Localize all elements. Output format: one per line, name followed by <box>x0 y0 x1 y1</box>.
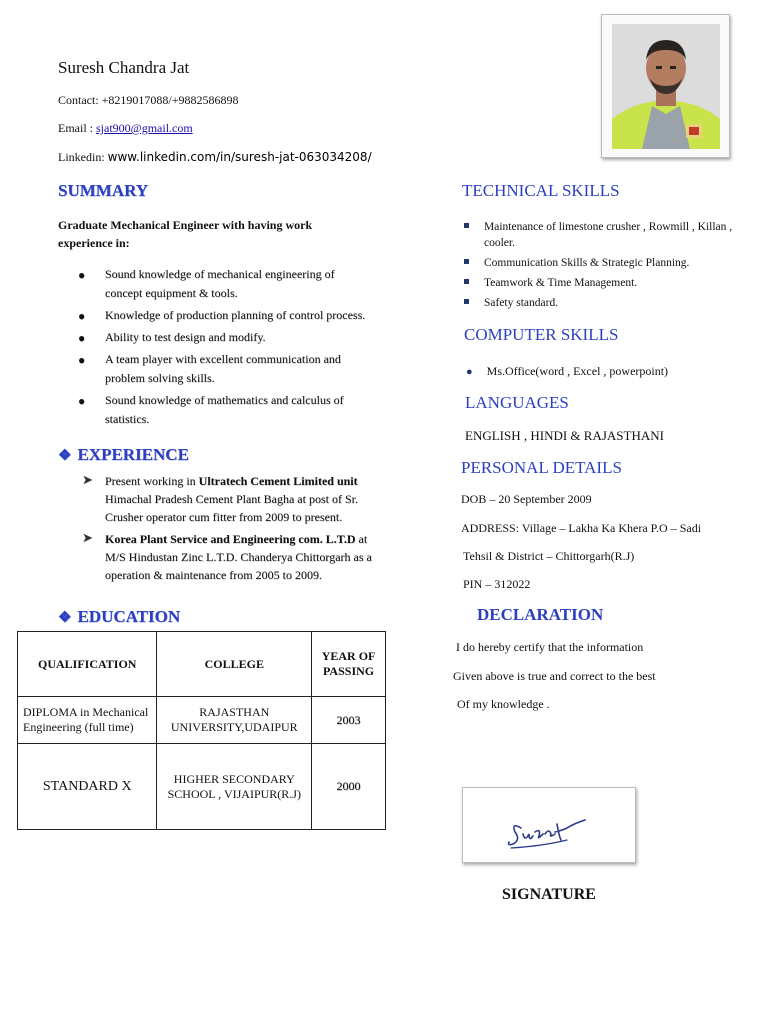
table-row <box>18 744 386 830</box>
summary-item: ● Knowledge of production planning of control process. <box>78 306 368 325</box>
qualification-cell: STANDARD X <box>18 744 157 830</box>
list-item: Maintenance of limestone crusher , Rowmill , Killan , cooler. <box>462 219 742 251</box>
diamond-bullet-icon: ❖ <box>58 448 72 464</box>
arrow-bullet-icon: ➤ <box>82 472 93 487</box>
bullet-icon: ● <box>78 394 86 408</box>
column-header: QUALIFICATION <box>18 632 157 697</box>
email-label: Email : <box>58 121 96 135</box>
college-cell: HIGHER SECONDARY SCHOOL , VIJAIPUR(R.J) <box>157 744 312 830</box>
column-header: COLLEGE <box>157 632 312 697</box>
summary-heading: SUMMARY <box>58 181 149 200</box>
technical-skills-heading: TECHNICAL SKILLS <box>462 181 620 200</box>
declaration-line-1: I do hereby certify that the information <box>456 640 644 654</box>
experience-list <box>82 472 382 588</box>
square-bullet-icon <box>464 299 469 304</box>
bullet-icon: ● <box>78 309 86 323</box>
square-bullet-icon <box>464 223 469 228</box>
email-link[interactable]: sjat900@gmail.com <box>96 121 193 135</box>
computer-skills-heading: COMPUTER SKILLS <box>464 325 619 344</box>
declaration-line-2: Given above is true and correct to the best <box>453 669 656 683</box>
list-item: Communication Skills & Strategic Planning. <box>462 255 742 271</box>
bullet-icon: ● <box>78 353 86 367</box>
address-line-1: ADDRESS: Village – Lakha Ka Khera P.O – Sadi <box>461 521 702 535</box>
college-cell: RAJASTHAN UNIVERSITY,UDAIPUR <box>157 697 312 744</box>
square-bullet-icon <box>464 259 469 264</box>
summary-item: ● A team player with excellent communication and problem solving skills. <box>78 352 341 385</box>
linkedin-url[interactable]: www.linkedin.com/in/suresh-jat-063034208/ <box>107 150 372 164</box>
profile-photo-image <box>612 24 720 149</box>
diamond-bullet-icon: ❖ <box>58 610 72 626</box>
declaration-heading: DECLARATION <box>477 605 604 624</box>
computer-skill-item: ● Ms.Office(word , Excel , powerpoint) <box>466 364 669 378</box>
email-line <box>58 121 193 136</box>
dob-line: DOB – 20 September 2009 <box>461 492 592 506</box>
education-heading: ❖ EDUCATION <box>58 607 181 626</box>
square-bullet-icon <box>464 279 469 284</box>
table-row <box>18 697 386 744</box>
table-header-row <box>18 632 386 697</box>
experience-item: ➤ Korea Plant Service and Engineering com. L.T.D at M/S Hindustan Zinc L.T.D. Chanderya Chittorgarh as a operation & maintenance from 2005 to 2009. <box>82 530 372 582</box>
linkedin-label: Linkedin: <box>58 150 108 164</box>
linkedin-line <box>58 150 372 165</box>
bullet-icon: ● <box>78 331 86 345</box>
signature-image <box>462 787 636 863</box>
year-cell: 2003 <box>312 697 386 744</box>
summary-intro: Graduate Mechanical Engineer with having work experience in: <box>58 218 313 250</box>
education-table <box>17 631 386 830</box>
year-cell: 2000 <box>312 744 386 830</box>
summary-item: ● Ability to test design and modify. <box>78 328 368 347</box>
bullet-icon: ● <box>466 366 473 378</box>
technical-skills-list <box>462 219 742 315</box>
qualification-cell: DIPLOMA in Mechanical Engineering (full time) <box>18 697 157 744</box>
list-item: Safety standard. <box>462 295 742 311</box>
contact-numbers: Contact: +8219017088/+9882586898 <box>58 93 239 107</box>
address-line-2: Tehsil & District – Chittorgarh(R.J) <box>463 549 635 563</box>
bullet-icon: ● <box>78 268 86 282</box>
summary-item: ● Sound knowledge of mathematics and calculus of statistics. <box>78 393 344 426</box>
arrow-bullet-icon: ➤ <box>82 530 93 545</box>
list-item: Teamwork & Time Management. <box>462 275 742 291</box>
summary-list <box>78 265 368 432</box>
experience-heading: ❖ EXPERIENCE <box>58 445 189 464</box>
languages-value: ENGLISH , HINDI & RAJASTHANI <box>465 428 664 443</box>
declaration-line-3: Of my knowledge . <box>457 697 550 711</box>
languages-heading: LANGUAGES <box>465 393 569 412</box>
column-header: YEAR OF PASSING <box>312 632 386 697</box>
personal-details-heading: PERSONAL DETAILS <box>461 458 622 477</box>
candidate-name: Suresh Chandra Jat <box>58 58 190 77</box>
experience-item: ➤ Present working in Ultratech Cement Limited unit Himachal Pradesh Cement Plant Bagha at post of Sr. Crusher operator cum fitter from 2009 to present. <box>82 472 358 524</box>
signature-label: SIGNATURE <box>502 886 596 903</box>
profile-photo <box>601 14 730 158</box>
summary-item: ● Sound knowledge of mechanical engineering of concept equipment & tools. <box>78 267 335 300</box>
pin-line: PIN – 312022 <box>463 577 531 591</box>
